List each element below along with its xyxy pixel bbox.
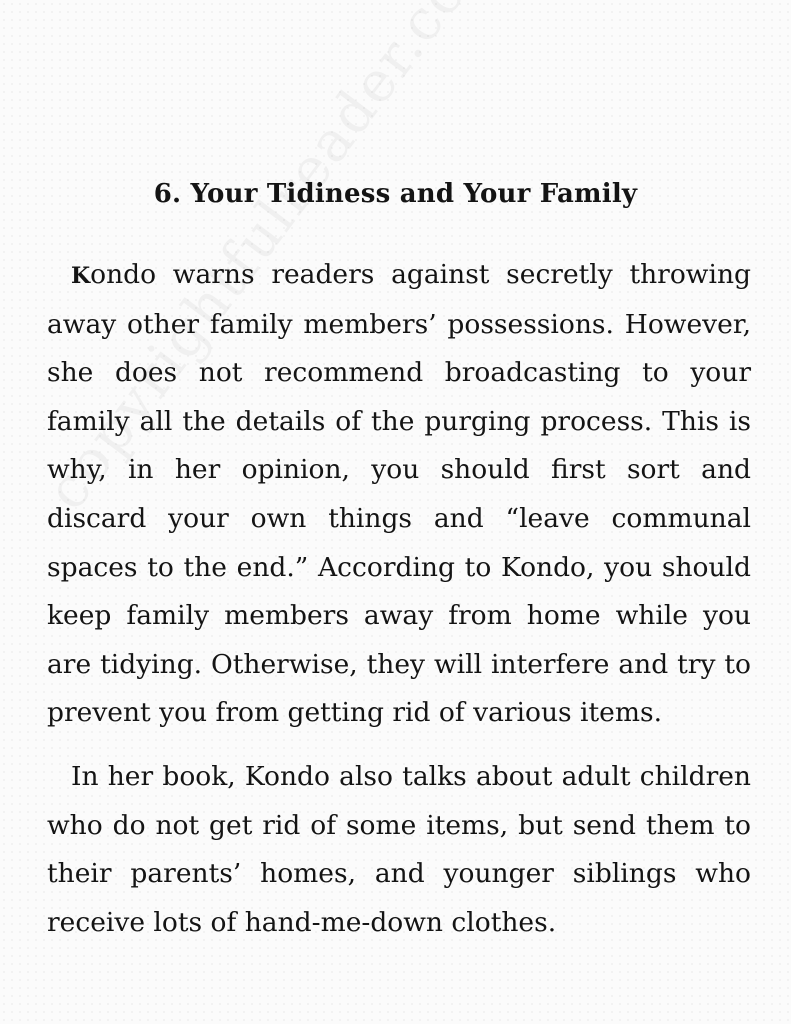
paragraph-1-text: ondo warns readers against secretly throwing away other family members’ possessions. However, she does not recommend broadcasting to your family all the details of the purging process. This is why, in her opinion, you should first sort and discard your own things and “leave communal spaces to the end.” According to Kondo, you should keep family members away from home while you are tidying. Otherwise, they will interfere and try to prevent you from getting rid of various items. [47, 259, 751, 729]
paragraph-initial-letter: K [71, 263, 91, 289]
chapter-title: 6. Your Tidiness and Your Family [153, 179, 638, 209]
body-paragraph-1 [47, 251, 751, 738]
body-paragraph-2: In her book, Kondo also talks about adult children who do not get rid of some items, but send them to their parents’ homes, and younger siblings who receive lots of hand-me-down clothes. [47, 761, 751, 938]
